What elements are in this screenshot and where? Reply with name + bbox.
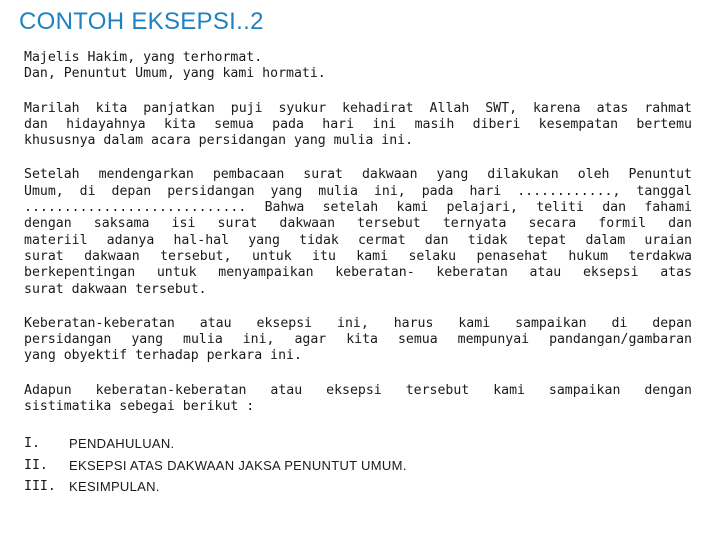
paragraph-line: berkepentingan untuk menyampaikan keberatan- keberatan atau eksepsi atas — [24, 265, 692, 281]
gratitude-paragraph — [24, 101, 692, 150]
salutation-line: Majelis Hakim, yang terhormat. — [24, 50, 263, 65]
list-item-text: EKSEPSI ATAS DAKWAAN JAKSA PENUNTUT UMUM. — [69, 457, 407, 473]
list-item — [24, 433, 692, 455]
paragraph-line: sistimatika sebegai berikut : — [24, 399, 255, 415]
systematics-paragraph — [24, 383, 692, 416]
paragraph-line: Umum, di depan persidangan yang mulia ini, pada hari ............, tanggal — [24, 183, 692, 199]
paragraph-line: Setelah mendengarkan pembacaan surat dakwaan yang dilakukan oleh Penuntut — [24, 167, 692, 183]
indictment-paragraph — [24, 167, 692, 297]
paragraph-line: surat dakwaan tersebut. — [24, 281, 207, 297]
slide-title: CONTOH EKSEPSI..2 — [19, 8, 264, 35]
paragraph-line: surat dakwaan tersebut, untuk itu kami selaku penasehat hukum terdakwa — [24, 248, 692, 264]
paragraph-line: Adapun keberatan-keberatan atau eksepsi tersebut kami sampaikan dengan — [24, 382, 692, 398]
paragraph-line: Keberatan-keberatan atau eksepsi ini, harus kami sampaikan di depan — [24, 315, 692, 331]
list-item-text: PENDAHULUAN. — [69, 436, 175, 452]
paragraph-line: materiil adanya hal-hal yang tidak cermat dan tidak tepat dalam uraian — [24, 232, 692, 248]
paragraph-line: dengan saksama isi surat dakwaan tersebut ternyata secara formil dan — [24, 216, 692, 232]
salutation-paragraph — [24, 50, 692, 83]
paragraph-line: khususnya dalam acara persidangan yang mulia ini. — [24, 133, 414, 149]
salutation-line: Dan, Penuntut Umum, yang kami hormati. — [24, 66, 326, 82]
list-item-number: II. — [24, 457, 48, 473]
paragraph-line: persidangan yang mulia ini, agar kita semua mempunyai pandangan/gambaran — [24, 332, 692, 348]
objection-paragraph — [24, 316, 692, 365]
paragraph-line: Marilah kita panjatkan puji syukur kehadirat Allah SWT, karena atas rahmat — [24, 100, 692, 116]
paragraph-line: yang obyektif terhadap perkara ini. — [24, 348, 302, 364]
list-item — [24, 476, 692, 498]
list-item-text: KESIMPULAN. — [69, 479, 160, 495]
paragraph-line: dan hidayahnya kita semua pada hari ini masih diberi kesempatan bertemu — [24, 116, 692, 132]
paragraph-line: ............................ Bahwa setelah kami pelajari, teliti dan fahami — [24, 200, 692, 216]
list-item-number: III. — [24, 479, 56, 495]
outline-list — [24, 433, 692, 498]
list-item-number: I. — [24, 436, 40, 452]
document-body — [24, 50, 692, 498]
list-item — [24, 455, 692, 477]
